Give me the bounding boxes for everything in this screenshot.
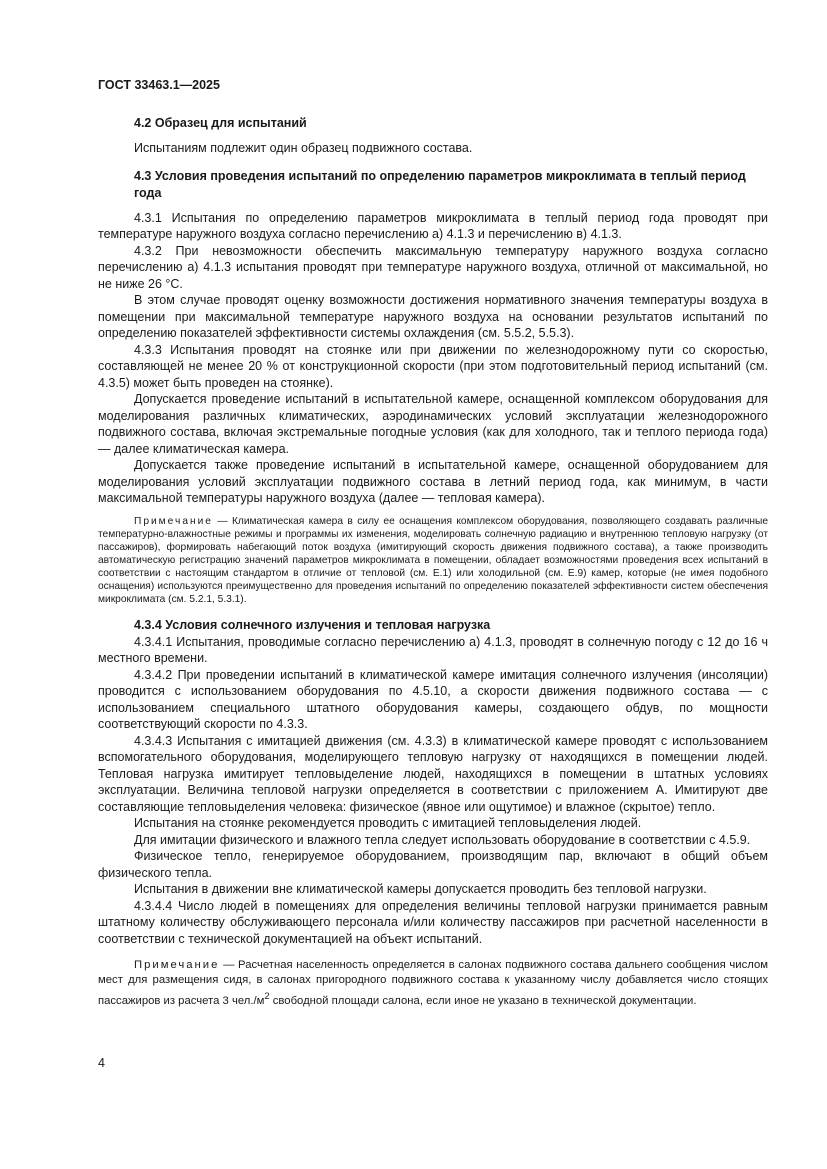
paragraph: Испытания в движении вне климатической камеры допускается проводить без тепловой нагрузки. xyxy=(134,882,707,896)
paragraph: Испытаниям подлежит один образец подвижного состава. xyxy=(134,141,473,155)
superscript: 2 xyxy=(264,990,270,1001)
paragraph: Допускается также проведение испытаний в испытательной камере, оснащенной оборудованием для моделирования условий эксплуатации подвижного состава в летний период года, как минимум, в части максимальной температуры наружного воздуха (далее — тепловая камера). xyxy=(98,458,768,505)
paragraph: Для имитации физического и влажного тепла следует использовать оборудование в соответствии с 4.5.9. xyxy=(134,832,751,847)
paragraph: Физическое тепло, генерируемое оборудованием, производящим пар, включают в общий объем физического тепла. xyxy=(98,849,768,880)
note-label: Примечание xyxy=(134,515,213,527)
note xyxy=(98,958,768,1009)
section-4-3-title: 4.3 Условия проведения испытаний по определению параметров микроклимата в теплый период года xyxy=(134,168,746,200)
section-4-3-4-title: 4.3.4 Условия солнечного излучения и тепловая нагрузка xyxy=(134,617,491,632)
paragraph: 4.3.4.2 При проведении испытаний в климатической камере имитация солнечного излучения (инсоляции) проводится с использованием оборудования по 4.5.10, а скорости движения подвижного состава — с использованием специального штатного оборудования камеры, создающего обдув, по мощности соответствующий скорости по 4.3.3. xyxy=(98,667,768,731)
paragraph: Допускается проведение испытаний в испытательной камере, оснащенной комплексом оборудования для моделирования различных климатических, аэродинамических условий эксплуатации железнодорожного подвижного состава, включая экстремальные погодные условия (как для холодного, так и теплого периода года) — далее климатическая камера. xyxy=(98,392,768,456)
section-4-2-title: 4.2 Образец для испытаний xyxy=(134,116,307,130)
note-text: — Климатическая камера в силу ее оснащения комплексом оборудования, позволяющего создавать различные температурно-влажностные режимы и программы их изменения, моделировать солнечную радиацию и внутреннюю тепловую нагрузку (от пассажиров), формировать набегающий поток воздуха (имитирующий скорость движения подвижного состава), а также производить автоматическую регистрацию значений параметров микроклимата в помещении, обладает возможностями проведения всех испытаний в соответствии с настоящим стандартом в отличие от тепловой (см. Е.1) или холодильной (см. Е.9) камер, которые (не имея подобного оснащения) используются преимущественно для проведения испытаний по определению показателей эффективности систем обеспечения микроклимата (см. 5.2.1, 5.3.1). xyxy=(98,515,768,605)
note xyxy=(98,515,768,606)
page-body xyxy=(98,115,768,1009)
note-text: — Расчетная населенность определяется в салонах подвижного состава дальнего сообщения числом мест для размещения сидя, в салонах пригородного подвижного состава к указанному числу добавляется число стоящих пассажиров из расчета 3 чел./м xyxy=(98,959,768,1007)
note-text: свободной площади салона, если иное не указано в технической документации. xyxy=(269,994,697,1007)
note-label: Примечание xyxy=(134,959,220,971)
paragraph: Испытания на стоянке рекомендуется проводить с имитацией тепловыделения людей. xyxy=(134,816,642,830)
paragraph: В этом случае проводят оценку возможности достижения нормативного значения температуры воздуха в помещении при максимальной температуре наружного воздуха на основании результатов испытаний по определению показателей эффективности системы охлаждения (см. 5.5.2, 5.5.3). xyxy=(98,293,768,340)
paragraph: 4.3.4.3 Испытания с имитацией движения (см. 4.3.3) в климатической камере проводят с использованием вспомогательного оборудования, моделирующего тепловую нагрузку от находящихся в помещении людей. Тепловая нагрузка имитирует тепловыделение людей, находящихся в помещении в штатных условиях эксплуатации. Величина тепловой нагрузки определяется в соответствии с приложением А. Имитируют две составляющие тепловыделения человека: физическое (явное или ощутимое) и влажное (скрытое) тепло. xyxy=(98,733,768,814)
paragraph: 4.3.2 При невозможности обеспечить максимальную температуру наружного воздуха согласно перечислению а) 4.1.3 испытания проводят при температуре наружного воздуха, отличной от максимальной, но не ниже 26 °С. xyxy=(98,243,768,291)
paragraph: 4.3.4.4 Число людей в помещениях для определения величины тепловой нагрузки принимается равным штатному количеству обслуживающего персонала и/или количеству пассажиров при расчетной населенности в соответствии с технической документацией на объект испытаний. xyxy=(98,898,768,946)
paragraph: 4.3.4.1 Испытания, проводимые согласно перечислению а) 4.1.3, проводят в солнечную погоду с 12 до 16 ч местного времени. xyxy=(98,634,768,665)
page-number: 4 xyxy=(98,1056,105,1070)
document-code: ГОСТ 33463.1—2025 xyxy=(98,78,220,92)
paragraph: 4.3.3 Испытания проводят на стоянке или при движении по железнодорожному пути со скоростью, составляющей не менее 20 % от конструкционной скорости (при этом подготовительный период испытаний (см. 4.3.5) может быть проведен на стоянке). xyxy=(98,342,768,390)
paragraph: 4.3.1 Испытания по определению параметров микроклимата в теплый период года проводят при температуре наружного воздуха согласно перечислению а) 4.1.3 и перечислению в) 4.1.3. xyxy=(98,210,768,241)
